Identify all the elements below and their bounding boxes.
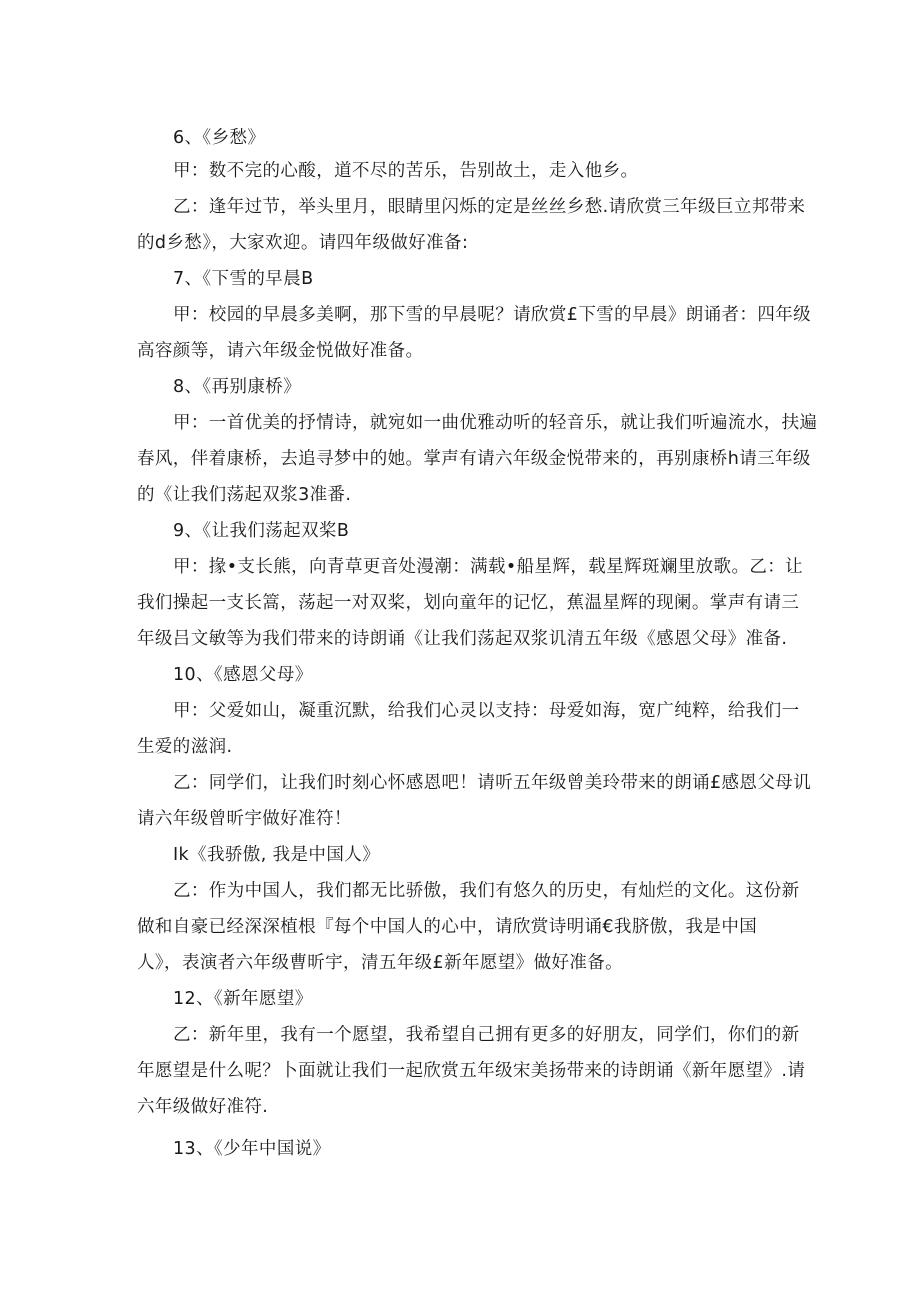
paragraph-line: 甲：父爱如山，凝重沉默，给我们心灵以支持：母爱如海，宽广纯粹，给我们一 [173,701,800,721]
paragraph-line: 的《让我们荡起双浆3准番. [137,485,352,505]
paragraph-line: 甲：数不完的心酸，道不尽的苦乐，告别故土，走入他乡。 [173,161,639,181]
section-heading-11: Ik《我骄傲, 我是中国人》 [173,845,381,865]
paragraph-line: 乙：同学们，让我们时刻心怀感恩吧！请听五年级曾美玲带来的朗诵£感恩父母讥 [173,773,812,793]
section-heading-12: 12、《新年愿望》 [173,989,313,1009]
paragraph-line: 春风，伴着康桥，去追寻梦中的她。掌声有请六年级金悦带来的，再别康桥h请三年级 [137,449,811,469]
paragraph-line: 甲：掾•支长熊，向青草更音处漫潮：满载•船星辉，载星辉斑斓里放歌。乙：让 [173,557,804,577]
paragraph-line: 年级吕文敏等为我们带来的诗朗诵《让我们荡起双浆讥清五年级《感恩父母》准备. [137,629,788,649]
paragraph-line: 六年级做好准符. [137,1097,269,1117]
paragraph-line: 乙：作为中国人，我们都无比骄傲，我们有悠久的历史，有灿烂的文化。这份新 [173,881,800,901]
section-heading-10: 10、《感恩父母》 [173,665,313,685]
paragraph-line: 乙：新年里，我有一个愿望，我希望自己拥有更多的好朋友，同学们，你们的新 [173,1025,800,1045]
paragraph-line: 做和自豪已经深深植根『每个中国人的心中，请欣赏诗明诵€我脐傲，我是中国 [137,917,758,937]
paragraph-line: 高容颜等，请六年级金悦做好准备。 [137,341,424,361]
section-heading-7: 7、《下雪的早晨B [173,269,314,289]
paragraph-line: 生爱的滋润. [137,737,233,757]
paragraph-line: 年愿望是什么呢？卜面就让我们一起欣赏五年级宋美扬带来的诗朗诵《新年愿望》.请 [137,1061,806,1081]
paragraph-line: 的d乡愁》，大家欢迎。请四年级做好准备: [137,233,469,253]
section-heading-13: 13、《少年中国说》 [173,1139,331,1159]
paragraph-line: 我们操起一支长篙，荡起一对双桨，划向童年的记忆，蕉温星辉的现阑。掌声有请三 [137,593,800,613]
paragraph-line: 甲：一首优美的抒情诗，就宛如一曲优雅动听的轻音乐，就让我们听遍流水，扶遍 [173,413,818,433]
section-heading-6: 6、《乡愁》 [173,128,266,148]
paragraph-line: 甲：校园的早晨多美啊，那下雪的早晨呢？请欣赏£下雪的早晨》朗诵者：四年级 [173,305,812,325]
section-heading-8: 8、《再别康桥》 [173,377,302,397]
section-heading-9: 9、《让我们荡起双桨B [173,521,350,541]
paragraph-line: 请六年级曾昕宇做好准符！ [137,809,352,829]
paragraph-line: 人》，表演者六年级曹昕宇，清五年级£新年愿望》做好准备。 [137,953,624,973]
paragraph-line: 乙：逢年过节，举头里月，眼睛里闪烁的定是丝丝乡愁.请欣赏三年级巨立邦带来 [173,197,806,217]
